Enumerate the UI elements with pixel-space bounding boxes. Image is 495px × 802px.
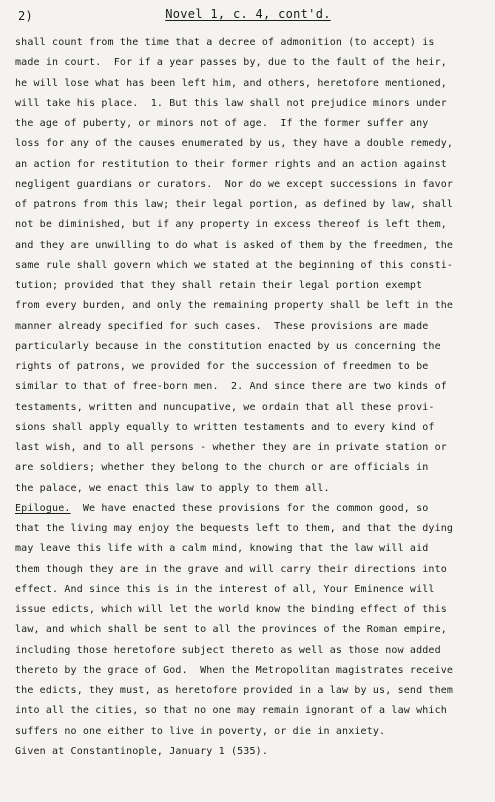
text-line: from every burden, and only the remaining property shall be left in the — [15, 300, 454, 312]
document-body — [15, 33, 481, 762]
text-line: not be diminished, but if any property in excess thereof is left them, — [15, 219, 447, 231]
epilogue-first-line — [15, 499, 481, 519]
page-number: 2) — [18, 9, 34, 23]
text-line: loss for any of the causes enumerated by us, they have a double remedy, — [15, 138, 454, 150]
text-line: similar to that of free-born men. 2. And since there are two kinds of — [15, 381, 447, 393]
text-line: of patrons from this law; their legal portion, as defined by law, shall — [15, 199, 454, 210]
text-line: and they are unwilling to do what is asked of them by the freedmen, the — [15, 239, 454, 251]
running-head: Novel 1, c. 4, cont'd. — [165, 7, 331, 21]
text-line: last wish, and to all persons - whether they are in private station or — [15, 442, 447, 453]
text-line: an action for restitution to their former rights and an action against — [15, 158, 447, 170]
text-line: particularly because in the constitution enacted by us concerning the — [15, 340, 441, 352]
text-line: tution; provided that they shall retain their legal portion exempt — [15, 280, 423, 291]
text-line: the age of puberty, or minors not of age. If the former suffer any — [15, 118, 429, 129]
text-line: sions shall apply equally to written testaments and to every kind of — [15, 421, 435, 433]
epilogue-line: may leave this life with a calm mind, knowing that the law will aid — [15, 543, 429, 555]
epilogue-line: them though they are in the grave and will carry their directions into — [15, 563, 447, 575]
closing-line: Given at Constantinople, January 1 (535). — [15, 745, 268, 757]
page-header — [15, 5, 481, 33]
text-line: rights of patrons, we provided for the succession of freedmen to be — [15, 361, 429, 372]
epilogue-line: law, and which shall be sent to all the provinces of the Roman empire, — [15, 624, 447, 636]
epilogue-line: including those heretofore subject thereto as well as those now added — [15, 644, 441, 656]
epilogue-label: Epilogue. — [15, 502, 71, 514]
epilogue-line: into all the cities, so that no one may remain ignorant of a law which — [15, 705, 447, 717]
text-line: will take his place. 1. But this law shall not prejudice minors under — [15, 97, 447, 109]
epilogue-line: issue edicts, which will let the world know the binding effect of this — [15, 604, 447, 615]
epilogue-line: effect. And since this is in the interest of all, Your Eminence will — [15, 583, 435, 595]
text-line: he will lose what has been left him, and others, heretofore mentioned, — [15, 77, 447, 89]
epilogue-line: suffers no one either to live in poverty, or die in anxiety. — [15, 725, 386, 737]
epilogue-line: the edicts, they must, as heretofore provided in a law by us, send them — [15, 685, 454, 696]
text-line: manner already specified for such cases. These provisions are made — [15, 320, 429, 332]
text-line: negligent guardians or curators. Nor do we except successions in favor — [15, 178, 454, 190]
text-line: shall count from the time that a decree of admonition (to accept) is — [15, 37, 435, 48]
text-line: the palace, we enact this law to apply to them all. — [15, 482, 330, 494]
epilogue-line: thereto by the grace of God. When the Metropolitan magistrates receive — [15, 664, 454, 676]
text-line: same rule shall govern which we stated at the beginning of this consti- — [15, 259, 454, 271]
epilogue-line: that the living may enjoy the bequests left to them, and that the dying — [15, 523, 454, 534]
text-line: are soldiers; whether they belong to the church or are officials in — [15, 462, 429, 474]
text-line: made in court. For if a year passes by, due to the fault of the heir, — [15, 57, 447, 69]
epilogue-first-line-text: We have enacted these provisions for the common good, so — [70, 502, 429, 514]
text-line: testaments, written and nuncupative, we ordain that all these provi- — [15, 401, 435, 413]
